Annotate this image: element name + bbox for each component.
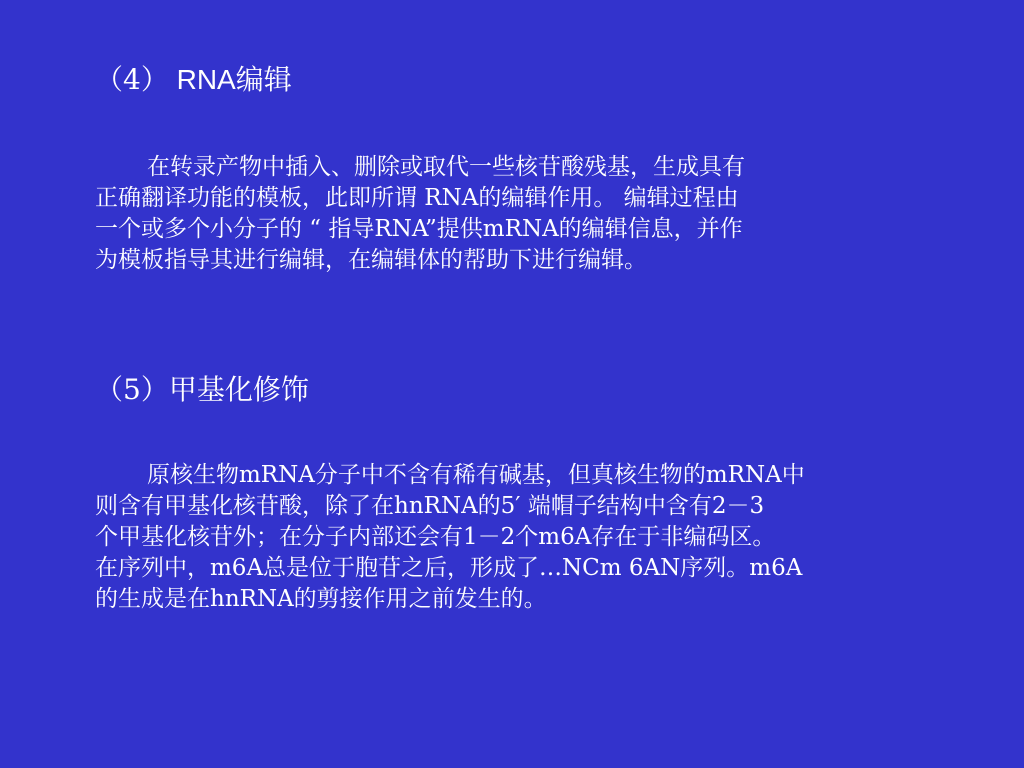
paragraph-line: 则含有甲基化核苷酸，除了在hnRNA的5′ 端帽子结构中含有2－3 <box>95 493 765 519</box>
section-5-heading <box>95 372 309 408</box>
section-4-heading <box>95 62 292 98</box>
paragraph-line: 的生成是在hnRNA的剪接作用之前发生的。 <box>95 586 547 612</box>
section-4-title: RNA编辑 <box>168 64 292 95</box>
paragraph-line: 为模板指导其进行编辑，在编辑体的帮助下进行编辑。 <box>95 247 647 273</box>
section-4-paragraph <box>95 152 895 276</box>
section-5-number: （5） <box>95 373 169 406</box>
paragraph-line: 原核生物mRNA分子中不含有稀有碱基，但真核生物的mRNA中 <box>147 462 805 488</box>
paragraph-line: 正确翻译功能的模板，此即所谓 RNA的编辑作用。 编辑过程由 <box>95 185 739 211</box>
section-5-paragraph <box>95 460 895 615</box>
paragraph-line: 一个或多个小分子的 “ 指导RNA”提供mRNA的编辑信息，并作 <box>95 216 743 242</box>
section-4-number: （4） <box>95 63 169 96</box>
paragraph-line: 在序列中，m6A总是位于胞苷之后，形成了…NCm 6AN序列。m6A <box>95 555 803 581</box>
paragraph-line: 在转录产物中插入、删除或取代一些核苷酸残基，生成具有 <box>147 154 745 180</box>
paragraph-line: 个甲基化核苷外；在分子内部还会有1－2个m6A存在于非编码区。 <box>95 524 776 550</box>
section-5-title: 甲基化修饰 <box>168 373 309 406</box>
